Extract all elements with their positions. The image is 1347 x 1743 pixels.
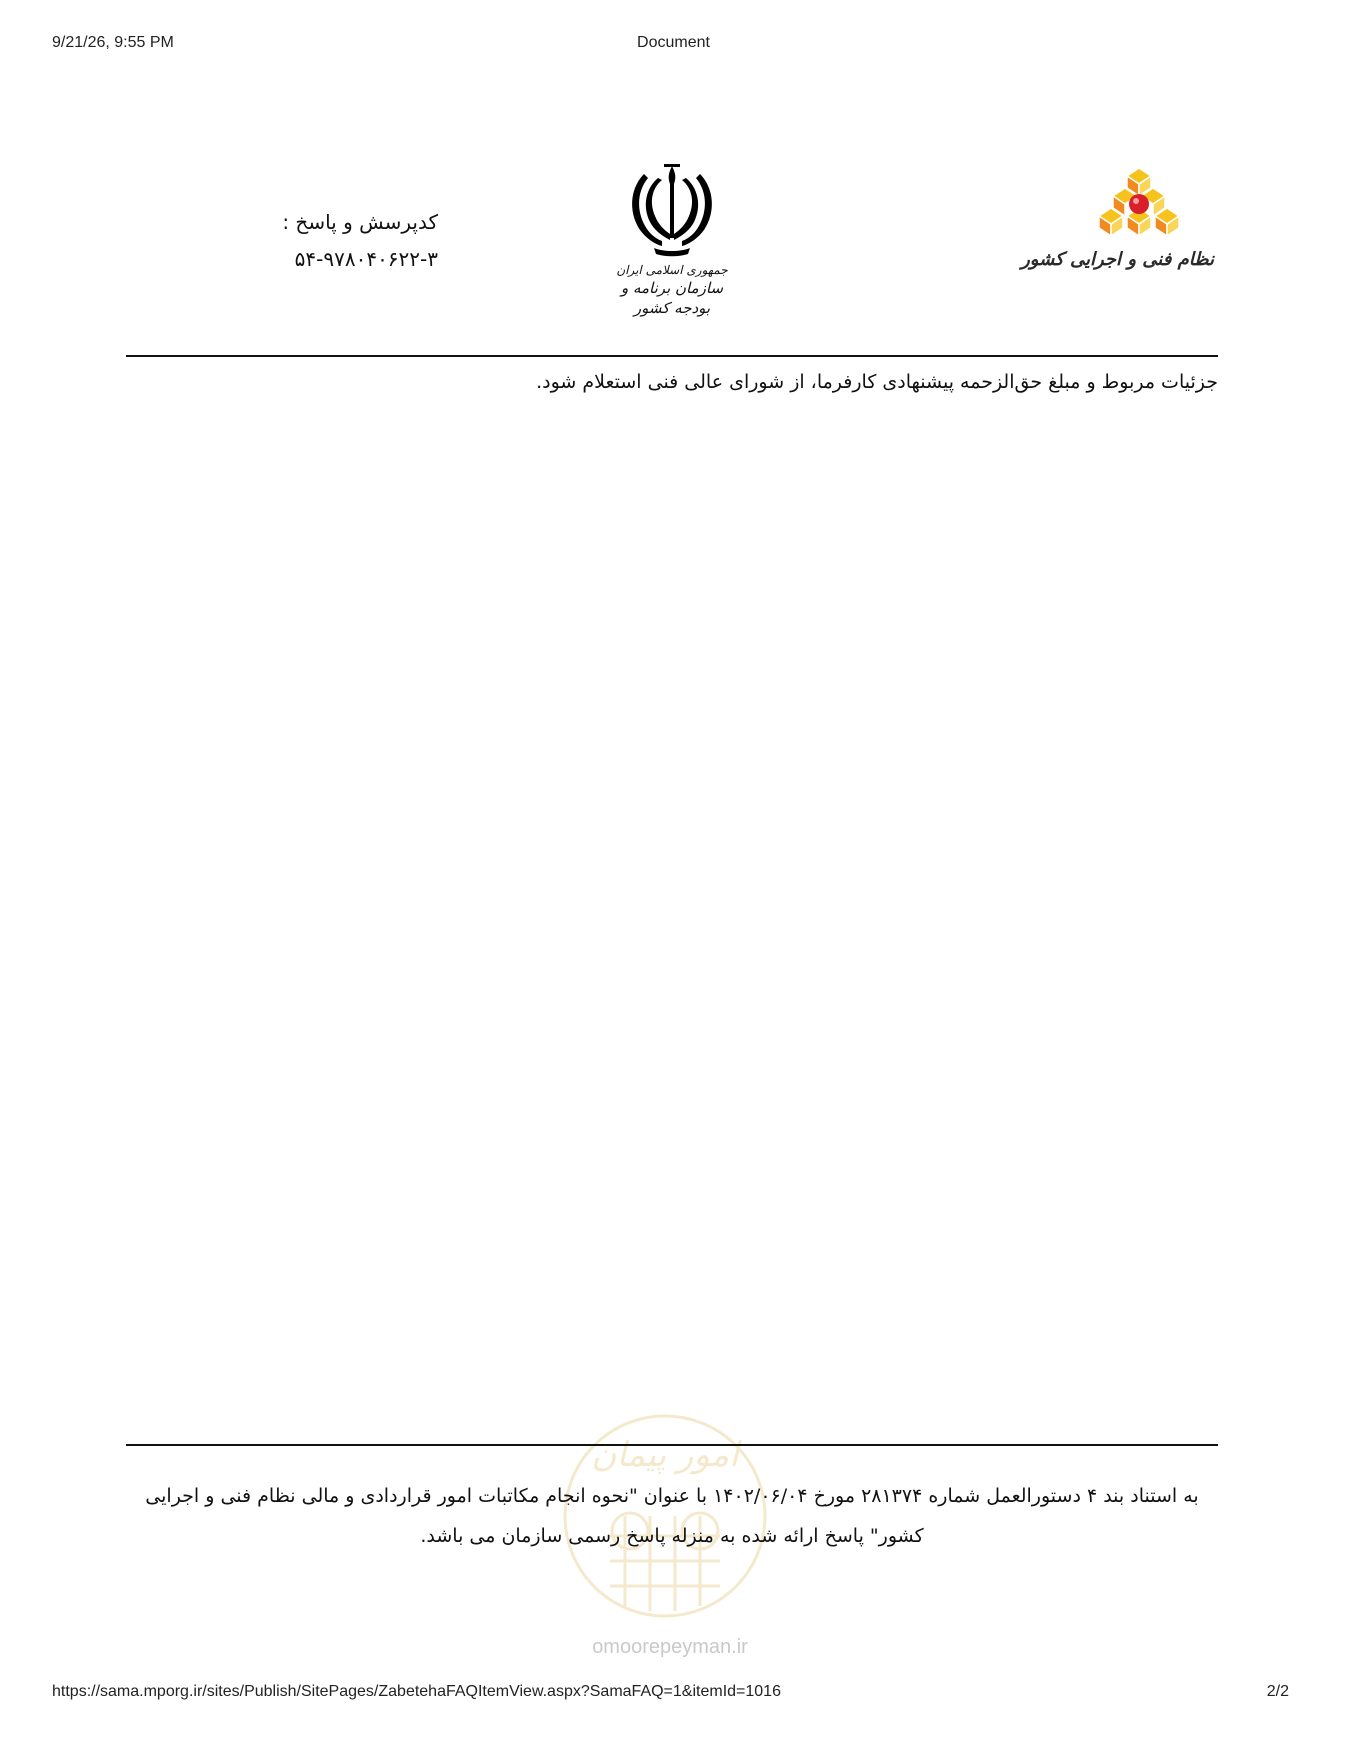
nezam-fanni-logo (1021, 166, 1214, 306)
footer-divider (126, 1444, 1218, 1446)
question-code-label: کدپرسش و پاسخ : (282, 210, 438, 234)
question-code-block (268, 204, 438, 278)
svg-text:امور پیمان: امور پیمان (591, 1435, 739, 1475)
watermark-site-text: omoorepeyman.ir (592, 1636, 748, 1658)
print-url: https://sama.mporg.ir/sites/Publish/SitePages/ZabetehaFAQItemView.aspx?SamaFAQ=1&itemId=1016 (52, 1683, 781, 1700)
footer-note-line2: کشور" پاسخ ارائه شده به منزله پاسخ رسمی سازمان می باشد. (420, 1525, 924, 1547)
print-datetime: 9/21/26, 9:55 PM (52, 34, 174, 51)
emblem-org-text: سازمان برنامه و بودجه کشور (620, 279, 724, 317)
org-name-text: نظام فنی و اجرایی کشور (1021, 249, 1214, 270)
cube-pyramid-icon (1093, 166, 1185, 242)
header-divider (126, 355, 1218, 357)
answer-text: جزئیات مربوط و مبلغ حق‌الزحمه پیشنهادی کارفرما، از شورای عالی فنی استعلام شود. (536, 371, 1218, 393)
print-document-title: Document (637, 34, 710, 51)
print-page-number: 2/2 (1266, 1683, 1289, 1700)
emblem-country-text: جمهوری اسلامی ایران (616, 263, 728, 277)
iran-emblem-logo (606, 160, 738, 317)
footer-note (126, 1476, 1218, 1556)
iran-emblem-icon (624, 160, 720, 260)
footer-note-line1: به استناد بند ۴ دستورالعمل شماره ۲۸۱۳۷۴ مورخ ۱۴۰۲/۰۶/۰۴ با عنوان "نحوه انجام مکاتبات امور قراردادی و مالی نظام فنی و اجرایی (145, 1485, 1199, 1507)
question-code-value: ۵۴-۹۷۸۰۴۰۶۲۲-۳ (294, 247, 438, 271)
